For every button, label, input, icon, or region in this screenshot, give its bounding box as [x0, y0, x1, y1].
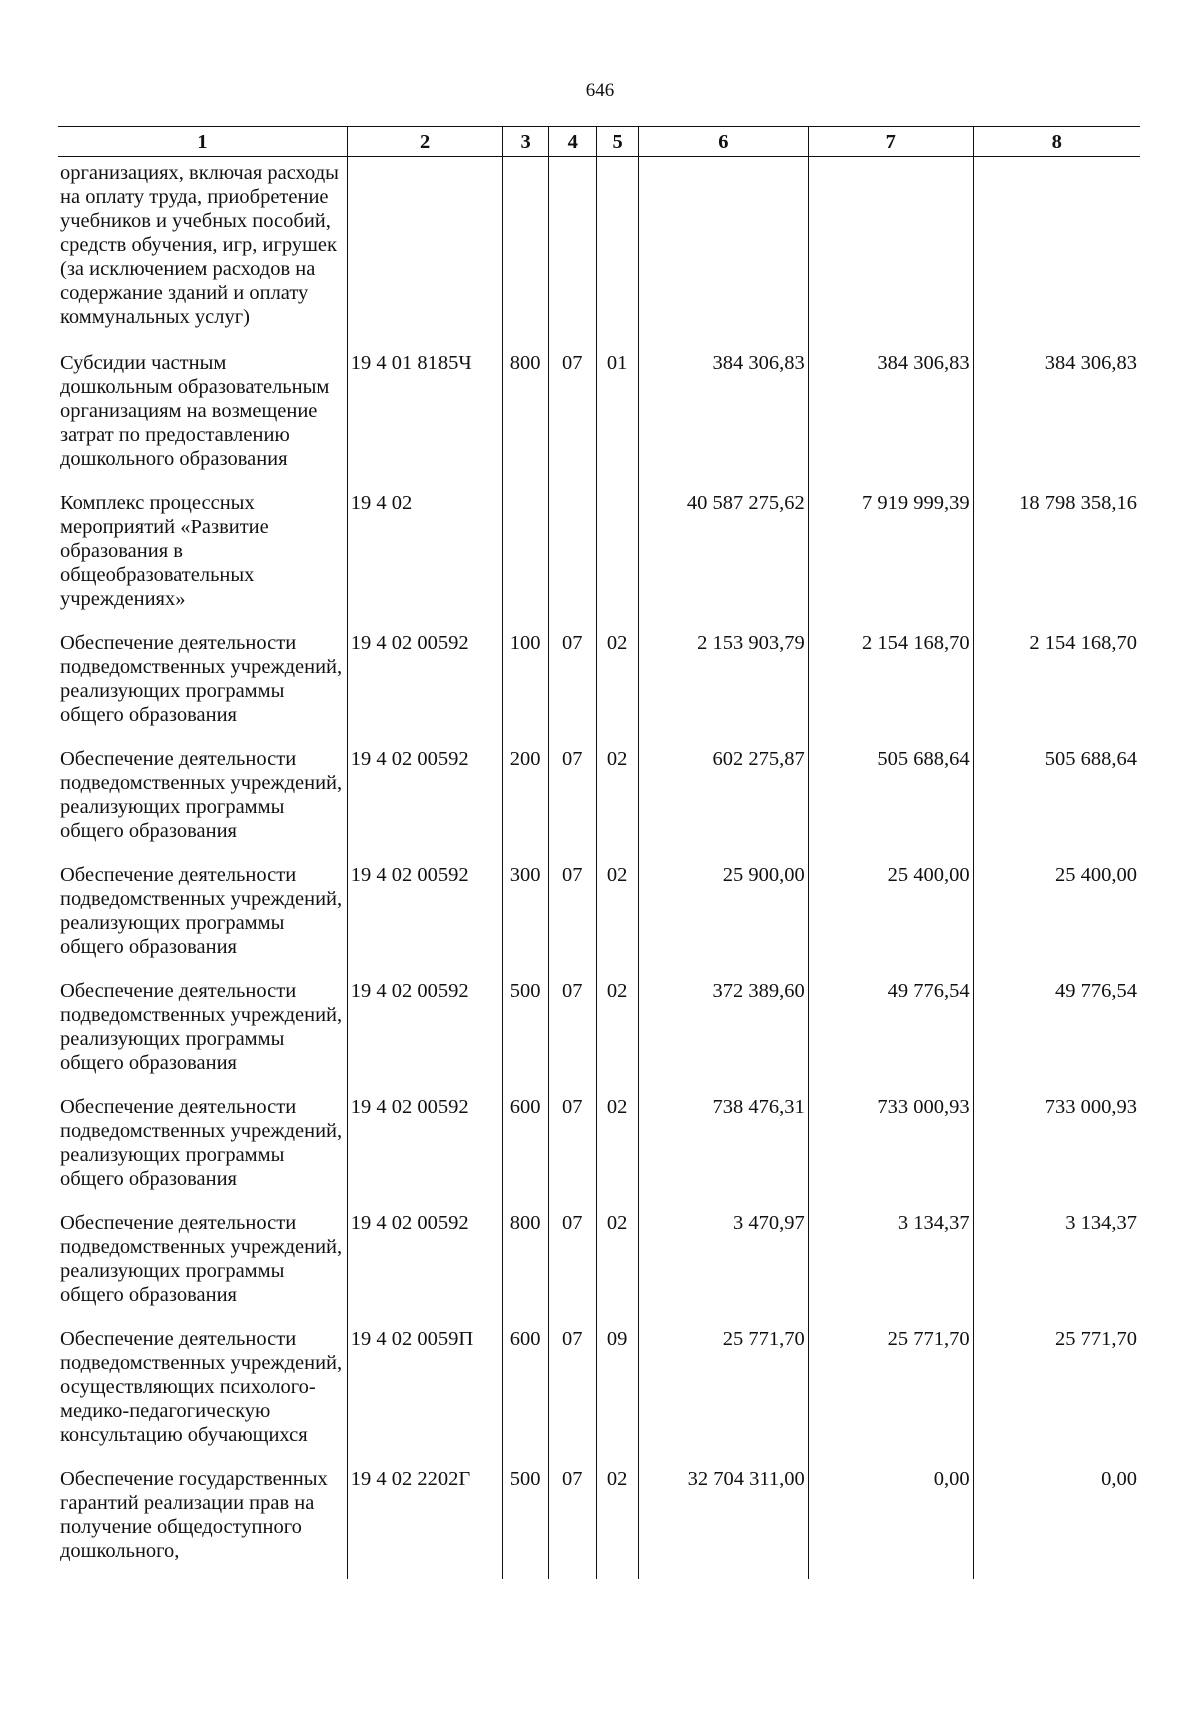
row-code: 19 4 02 0059П [347, 1323, 503, 1463]
row-section: 07 [548, 1323, 597, 1463]
row-name: Обеспечение деятельности подведомственных учреждений, реализующих программы общего образования [58, 1091, 347, 1207]
header-col-2: 2 [347, 127, 503, 157]
row-section: 07 [548, 1207, 597, 1323]
row-code: 19 4 02 00592 [347, 627, 503, 743]
row-subsection: 02 [597, 627, 638, 743]
row-subsection: 02 [597, 1463, 638, 1579]
row-amount-col-8: 384 306,83 [973, 347, 1140, 487]
header-col-1: 1 [58, 127, 347, 157]
header-col-6: 6 [638, 127, 808, 157]
row-amount-col-6: 372 389,60 [638, 975, 808, 1091]
row-amount-col-7: 7 919 999,39 [808, 487, 973, 627]
row-name: Субсидии частным дошкольным образовательным организациям на возмещение затрат по предоставлению дошкольного образования [58, 347, 347, 487]
row-amount-col-8: 2 154 168,70 [973, 627, 1140, 743]
table-row [58, 1463, 1140, 1579]
row-subsection: 02 [597, 1091, 638, 1207]
row-code: 19 4 01 8185Ч [347, 347, 503, 487]
table-row [58, 1207, 1140, 1323]
row-name: Обеспечение деятельности подведомственных учреждений, реализующих программы общего образования [58, 859, 347, 975]
row-amount-col-8: 505 688,64 [973, 743, 1140, 859]
row-expense-type: 300 [503, 859, 549, 975]
row-name: Обеспечение деятельности подведомственных учреждений, реализующих программы общего образования [58, 1207, 347, 1323]
row-subsection [597, 157, 638, 348]
row-subsection: 02 [597, 859, 638, 975]
table-row [58, 1091, 1140, 1207]
row-subsection: 02 [597, 743, 638, 859]
row-section: 07 [548, 743, 597, 859]
table-row [58, 859, 1140, 975]
row-expense-type: 500 [503, 975, 549, 1091]
row-amount-col-6: 602 275,87 [638, 743, 808, 859]
row-name: Обеспечение деятельности подведомственных учреждений, реализующих программы общего образования [58, 627, 347, 743]
row-expense-type: 600 [503, 1091, 549, 1207]
table-row [58, 1323, 1140, 1463]
row-amount-col-7: 733 000,93 [808, 1091, 973, 1207]
row-section [548, 157, 597, 348]
table-header [58, 127, 1140, 157]
row-expense-type: 100 [503, 627, 549, 743]
row-amount-col-6 [638, 157, 808, 348]
row-amount-col-8: 25 400,00 [973, 859, 1140, 975]
row-subsection: 01 [597, 347, 638, 487]
row-section: 07 [548, 1091, 597, 1207]
row-amount-col-7: 2 154 168,70 [808, 627, 973, 743]
row-amount-col-8: 3 134,37 [973, 1207, 1140, 1323]
row-amount-col-6: 3 470,97 [638, 1207, 808, 1323]
row-amount-col-7: 25 400,00 [808, 859, 973, 975]
row-amount-col-6: 32 704 311,00 [638, 1463, 808, 1579]
row-expense-type: 800 [503, 347, 549, 487]
row-amount-col-8 [973, 157, 1140, 348]
row-subsection: 09 [597, 1323, 638, 1463]
row-amount-col-8: 0,00 [973, 1463, 1140, 1579]
header-col-7: 7 [808, 127, 973, 157]
row-code: 19 4 02 00592 [347, 975, 503, 1091]
row-section: 07 [548, 1463, 597, 1579]
row-amount-col-6: 40 587 275,62 [638, 487, 808, 627]
row-subsection: 02 [597, 975, 638, 1091]
row-code: 19 4 02 [347, 487, 503, 627]
row-expense-type [503, 157, 549, 348]
table-row [58, 627, 1140, 743]
table-body [58, 157, 1140, 1580]
row-section: 07 [548, 347, 597, 487]
row-name: Комплекс процессных мероприятий «Развитие образования в общеобразовательных учреждениях» [58, 487, 347, 627]
row-amount-col-6: 384 306,83 [638, 347, 808, 487]
row-code: 19 4 02 00592 [347, 1207, 503, 1323]
row-code: 19 4 02 00592 [347, 859, 503, 975]
row-amount-col-6: 738 476,31 [638, 1091, 808, 1207]
row-section: 07 [548, 859, 597, 975]
row-name: Обеспечение деятельности подведомственных учреждений, реализующих программы общего образования [58, 975, 347, 1091]
row-section: 07 [548, 627, 597, 743]
row-expense-type: 600 [503, 1323, 549, 1463]
header-col-3: 3 [503, 127, 549, 157]
row-amount-col-8: 733 000,93 [973, 1091, 1140, 1207]
row-expense-type: 800 [503, 1207, 549, 1323]
row-amount-col-7: 0,00 [808, 1463, 973, 1579]
row-amount-col-6: 25 900,00 [638, 859, 808, 975]
row-subsection: 02 [597, 1207, 638, 1323]
row-name: организациях, включая расходы на оплату труда, приобретение учебников и учебных пособий, средств обучения, игр, игрушек (за исключением расходов на содержание зданий и оплату коммунальных услуг) [58, 157, 347, 348]
table-row [58, 975, 1140, 1091]
header-row [58, 127, 1140, 157]
row-amount-col-7: 384 306,83 [808, 347, 973, 487]
row-amount-col-8: 25 771,70 [973, 1323, 1140, 1463]
row-expense-type: 500 [503, 1463, 549, 1579]
row-amount-col-7: 49 776,54 [808, 975, 973, 1091]
page-number: 646 [585, 80, 615, 101]
row-code: 19 4 02 2202Г [347, 1463, 503, 1579]
row-amount-col-7 [808, 157, 973, 348]
row-code: 19 4 02 00592 [347, 743, 503, 859]
row-amount-col-7: 3 134,37 [808, 1207, 973, 1323]
row-name: Обеспечение деятельности подведомственных учреждений, реализующих программы общего образования [58, 743, 347, 859]
row-name: Обеспечение деятельности подведомственных учреждений, осуществляющих психолого-медико-педагогическую консультацию обучающихся [58, 1323, 347, 1463]
header-col-5: 5 [597, 127, 638, 157]
row-amount-col-6: 25 771,70 [638, 1323, 808, 1463]
header-col-8: 8 [973, 127, 1140, 157]
budget-table [58, 126, 1140, 1579]
row-code [347, 157, 503, 348]
table-row [58, 487, 1140, 627]
table-row [58, 743, 1140, 859]
row-section: 07 [548, 975, 597, 1091]
row-section [548, 487, 597, 627]
row-subsection [597, 487, 638, 627]
header-col-4: 4 [548, 127, 597, 157]
table-row [58, 157, 1140, 348]
row-amount-col-8: 49 776,54 [973, 975, 1140, 1091]
row-amount-col-8: 18 798 358,16 [973, 487, 1140, 627]
row-expense-type [503, 487, 549, 627]
row-expense-type: 200 [503, 743, 549, 859]
row-code: 19 4 02 00592 [347, 1091, 503, 1207]
row-amount-col-7: 25 771,70 [808, 1323, 973, 1463]
row-name: Обеспечение государственных гарантий реализации прав на получение общедоступного дошкольного, [58, 1463, 347, 1579]
table-row [58, 347, 1140, 487]
row-amount-col-6: 2 153 903,79 [638, 627, 808, 743]
row-amount-col-7: 505 688,64 [808, 743, 973, 859]
